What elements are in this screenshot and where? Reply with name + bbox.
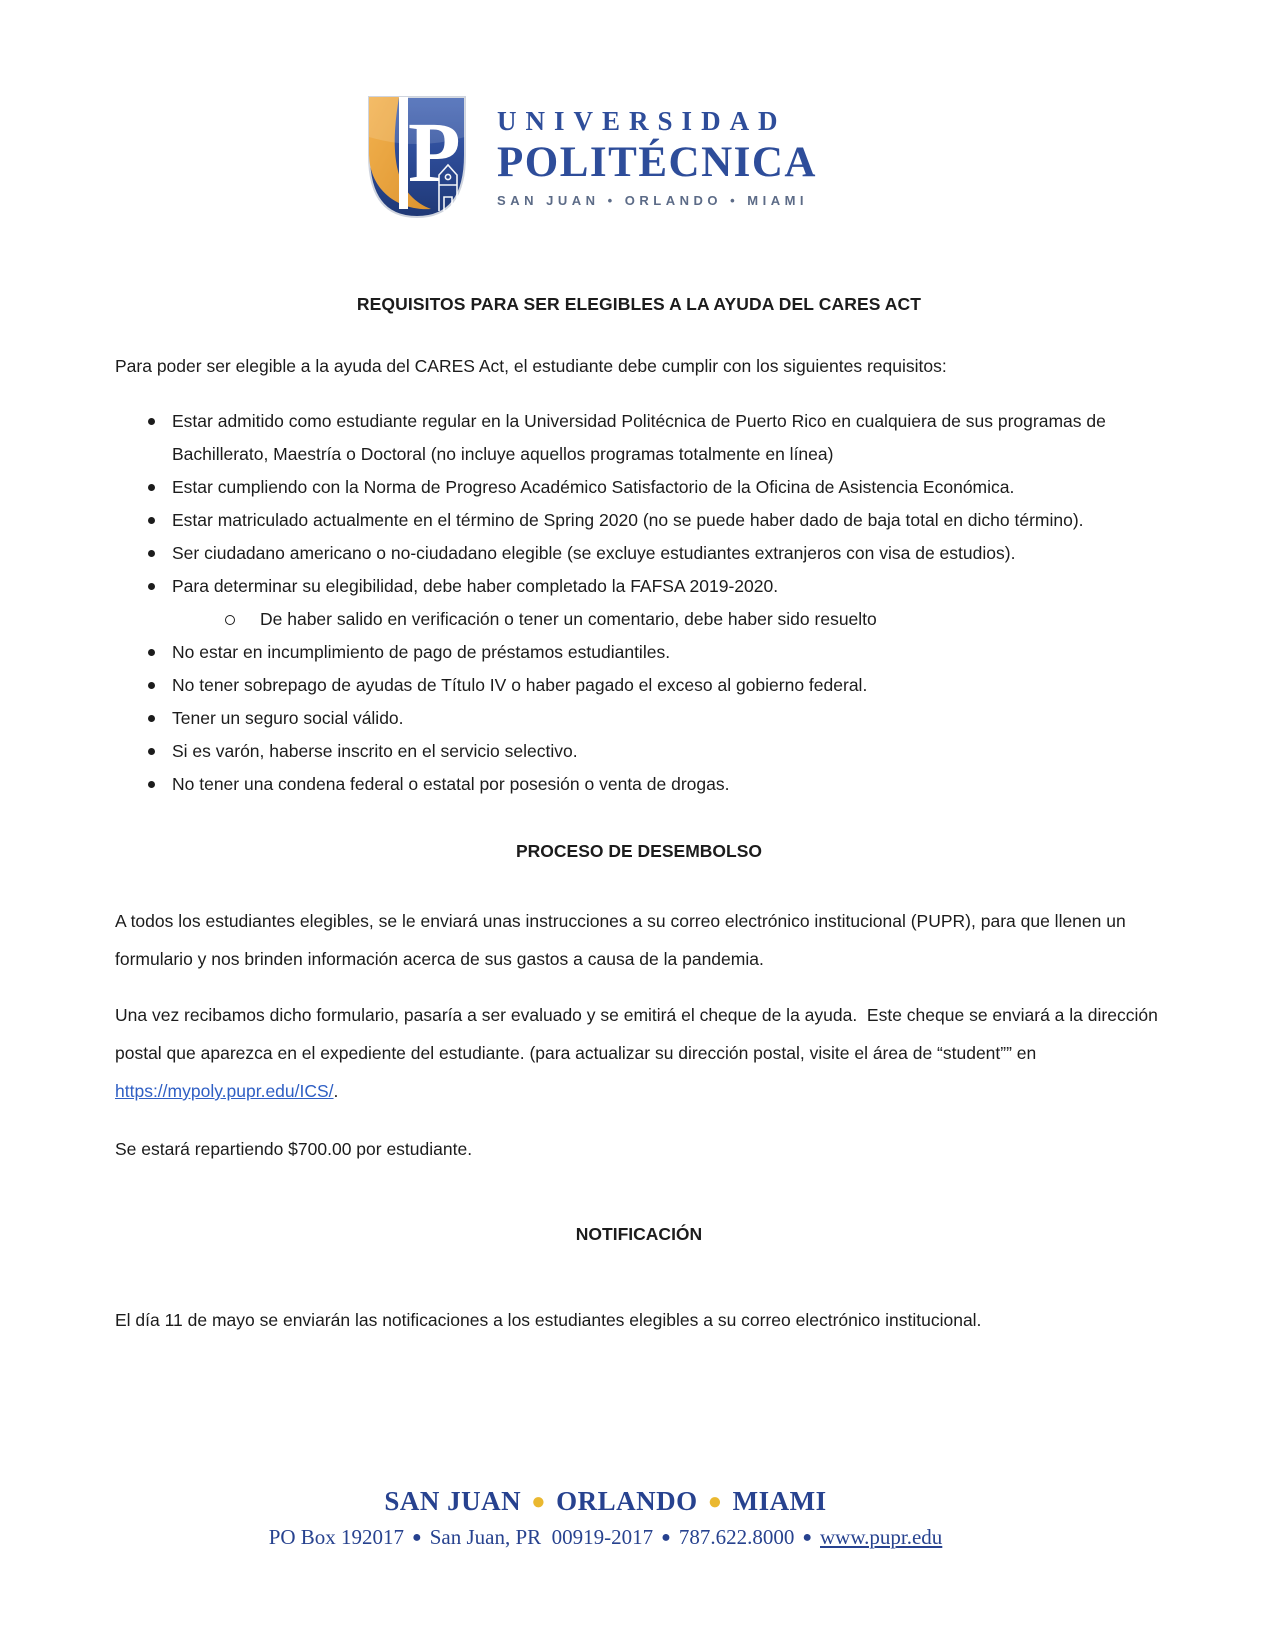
disbursement-paragraph-2 — [115, 996, 1163, 1110]
footer-city: MIAMI — [732, 1486, 827, 1516]
disbursement-paragraph-2-text: Una vez recibamos dicho formulario, pasaría a ser evaluado y se emitirá el cheque de la ayuda. Este cheque se enviará a la dirección postal que aparezca en el expediente del estudiante. (para actualizar su dirección postal, visite el área de “student”” en — [115, 1005, 1158, 1063]
list-item-text: Estar matriculado actualmente en el término de Spring 2020 (no se puede haber dado de baja total en dicho término). — [172, 510, 1084, 530]
page-footer — [0, 1486, 1243, 1550]
list-item-text: No estar en incumplimiento de pago de préstamos estudiantiles. — [172, 642, 671, 662]
separator-dot-icon: ● — [412, 1529, 422, 1546]
university-name-line2: POLITÉCNICA — [497, 138, 817, 186]
list-item — [115, 768, 1163, 801]
circle-bullet-icon — [225, 615, 235, 625]
website-link[interactable]: www.pupr.edu — [820, 1525, 943, 1549]
bullet-icon — [148, 649, 155, 656]
requirements-list — [115, 405, 1163, 801]
list-item — [115, 537, 1163, 570]
bullet-icon — [148, 583, 155, 590]
bullet-icon — [148, 517, 155, 524]
list-sub-item — [115, 603, 1163, 636]
bullet-icon — [148, 484, 155, 491]
footer-address — [0, 1525, 1243, 1550]
notification-paragraph: El día 11 de mayo se enviarán las notificaciones a los estudiantes elegibles a su correo electrónico institucional. — [115, 1310, 982, 1330]
page-content — [115, 92, 1163, 1339]
disbursement-paragraph-3: Se estará repartiendo $700.00 por estudiante. — [115, 1139, 473, 1159]
footer-city: SAN JUAN — [384, 1486, 522, 1516]
document-title: REQUISITOS PARA SER ELEGIBLES A LA AYUDA DEL CARES ACT — [356, 294, 922, 314]
bullet-icon — [148, 715, 155, 722]
footer-cities — [0, 1486, 1243, 1517]
notification-heading: NOTIFICACIÓN — [575, 1224, 703, 1244]
separator-dot-icon: ● — [531, 1489, 547, 1515]
disbursement-paragraph-1: A todos los estudiantes elegibles, se le enviará unas instrucciones a su correo electrónico institucional (PUPR), para que llenen un formulario y nos brinden información acerca de sus gastos a causa de la pandemia. — [115, 911, 1126, 969]
disbursement-heading: PROCESO DE DESEMBOLSO — [515, 841, 762, 861]
bullet-icon — [148, 550, 155, 557]
bullet-icon — [148, 781, 155, 788]
list-item-text: Si es varón, haberse inscrito en el servicio selectivo. — [172, 741, 578, 761]
list-item-text: No tener una condena federal o estatal por posesión o venta de drogas. — [172, 774, 730, 794]
bullet-icon — [148, 682, 155, 689]
mypoly-link[interactable]: https://mypoly.pupr.edu/ICS/ — [115, 1081, 334, 1101]
logo-monogram: P — [408, 104, 461, 200]
intro-paragraph: Para poder ser elegible a la ayuda del CARES Act, el estudiante debe cumplir con los siguientes requisitos: — [115, 356, 947, 376]
separator-dot-icon: ● — [661, 1529, 671, 1546]
university-wordmark — [497, 105, 817, 208]
disbursement-paragraph-2-period: . — [333, 1081, 339, 1101]
footer-address-part: San Juan, PR 00919-2017 — [429, 1525, 654, 1549]
footer-city: ORLANDO — [556, 1486, 698, 1516]
list-item-text: Estar cumpliendo con la Norma de Progreso Académico Satisfactorio de la Oficina de Asistencia Económica. — [172, 477, 1015, 497]
list-item-text: No tener sobrepago de ayudas de Título IV o haber pagado el exceso al gobierno federal. — [172, 675, 868, 695]
bullet-icon — [148, 748, 155, 755]
bullet-icon — [148, 418, 155, 425]
footer-address-part: PO Box 192017 — [268, 1525, 405, 1549]
list-item — [115, 504, 1163, 537]
list-item — [115, 702, 1163, 735]
university-campuses: SAN JUAN • ORLANDO • MIAMI — [497, 192, 809, 208]
list-item-text: Ser ciudadano americano o no-ciudadano elegible (se excluye estudiantes extranjeros con visa de estudios). — [172, 543, 1016, 563]
list-item-text: Estar admitido como estudiante regular en la Universidad Politécnica de Puerto Rico en cualquiera de sus programas de Bachillerato, Maestría o Doctoral (no incluye aquellos programas totalmente en línea) — [172, 411, 1106, 464]
list-item — [115, 636, 1163, 669]
list-item — [115, 570, 1163, 603]
list-item-text: Para determinar su elegibilidad, debe haber completado la FAFSA 2019-2020. — [172, 576, 779, 596]
university-name-line1: UNIVERSIDAD — [497, 105, 787, 136]
footer-address-part: 787.622.8000 — [678, 1525, 795, 1549]
university-logo — [65, 92, 1113, 222]
list-item — [115, 669, 1163, 702]
separator-dot-icon: ● — [802, 1529, 812, 1546]
list-item — [115, 471, 1163, 504]
list-item-text: Tener un seguro social válido. — [172, 708, 404, 728]
list-item — [115, 405, 1163, 471]
university-shield-icon — [361, 93, 473, 221]
separator-dot-icon: ● — [707, 1489, 723, 1515]
list-sub-item-text: De haber salido en verificación o tener un comentario, debe haber sido resuelto — [260, 609, 877, 629]
list-item — [115, 735, 1163, 768]
